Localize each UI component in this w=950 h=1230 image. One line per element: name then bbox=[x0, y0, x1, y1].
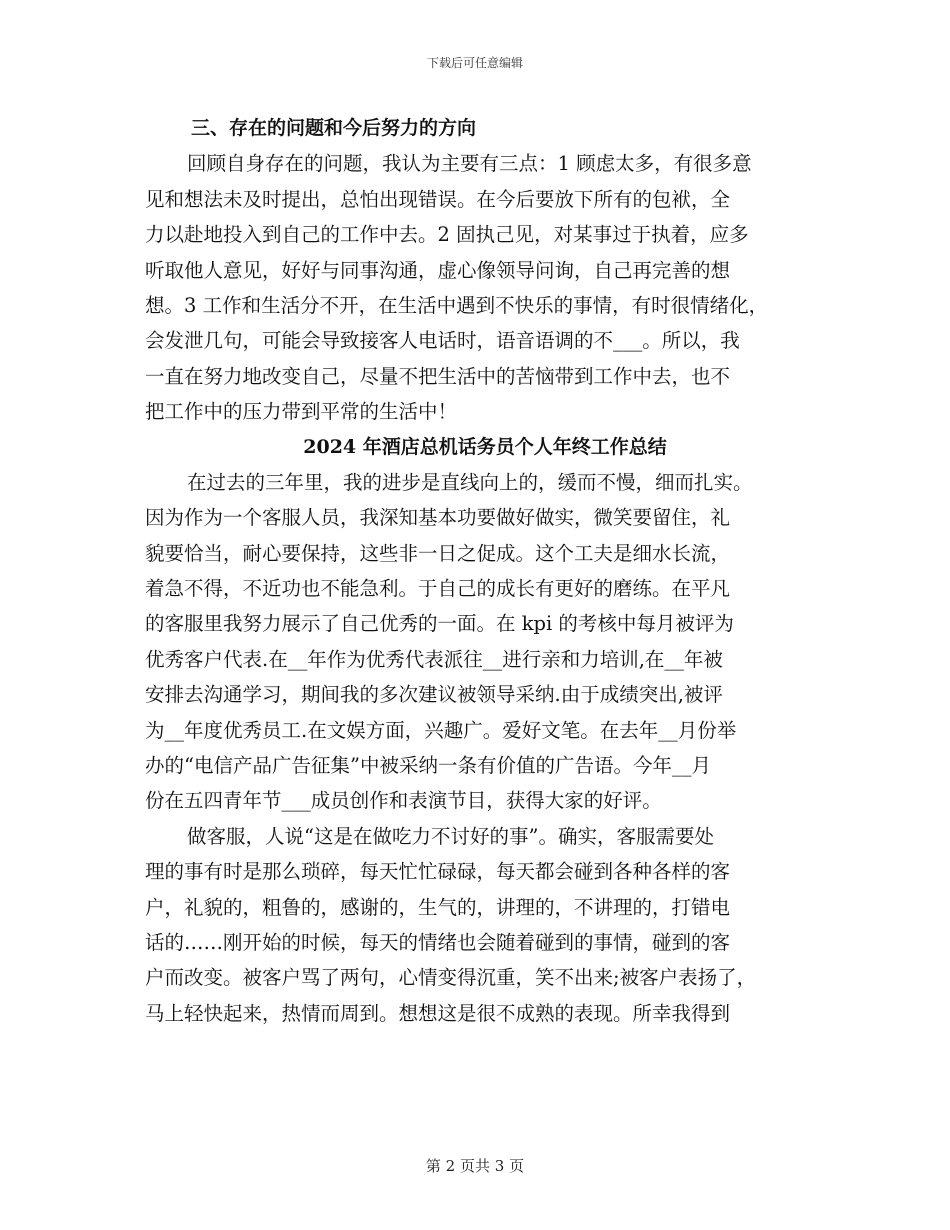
document-body bbox=[145, 111, 825, 1031]
paragraph-line: 在过去的三年里，我的进步是直线向上的，缓而不慢，细而扎实。 bbox=[187, 470, 753, 494]
paragraph-line: 因为作为一个客服人员，我深知基本功要做好做实，微笑要留住，礼 bbox=[145, 506, 731, 530]
paragraph-line: 着急不得，不近功也不能急利。于自己的成长有更好的磨练。在平凡 bbox=[145, 577, 731, 601]
paragraph-line: 的客服里我努力展示了自己优秀的一面。在 kpi 的考核中每月被评为 bbox=[145, 612, 734, 636]
paragraph-line: 办的“电信产品广告征集”中被采纳一条有价值的广告语。今年__月 bbox=[145, 754, 711, 778]
paragraph-line: 户而改变。被客户骂了两句，心情变得沉重，笑不出来;被客户表扬了， bbox=[145, 966, 757, 990]
paragraph-line: 安排去沟通学习，期间我的多次建议被领导采纳.由于成绩突出,被评 bbox=[145, 683, 723, 707]
paragraph-line: 想。3 工作和生活分不开，在生活中遇到不快乐的事情，有时很情绪化， bbox=[145, 293, 769, 317]
paragraph-line: 理的事有时是那么琐碎，每天忙忙碌碌，每天都会碰到各种各样的客 bbox=[145, 860, 731, 884]
page-header: 下载后可任意编辑 bbox=[426, 56, 523, 70]
section-paragraph bbox=[145, 146, 825, 429]
paragraph-line: 把工作中的压力带到平常的生活中！ bbox=[145, 400, 458, 424]
paragraph-line: 回顾自身存在的问题，我认为主要有三点：1 顾虑太多，有很多意 bbox=[187, 152, 752, 176]
paragraph-line: 话的……刚开始的时候，每天的情绪也会随着碰到的事情，碰到的客 bbox=[145, 930, 731, 954]
paragraph-line: 会发泄几句，可能会导致接客人电话时，语音语调的不___。所以，我 bbox=[145, 329, 740, 353]
paragraph-line: 马上轻快起来，热情而周到。想想这是很不成熟的表现。所幸我得到 bbox=[145, 1001, 731, 1025]
paragraph-line: 为__年度优秀员工.在文娱方面，兴趣广。爱好文笔。在去年__月份举 bbox=[145, 718, 737, 742]
paragraph-line: 听取他人意见，好好与同事沟通，虚心像领导问询，自己再完善的想 bbox=[145, 258, 731, 282]
paragraph-2 bbox=[145, 819, 825, 1031]
paragraph-line: 份在五四青年节___成员创作和表演节目，获得大家的好评。 bbox=[145, 789, 662, 813]
paragraph-line: 力以赴地投入到自己的工作中去。2 固执己见，对某事过于执着，应多 bbox=[145, 223, 749, 247]
paragraph-line: 貌要恰当，耐心要保持，这些非一日之促成。这个工夫是细水长流， bbox=[145, 541, 731, 565]
paragraph-line: 见和想法未及时提出，总怕出现错误。在今后要放下所有的包袱，全 bbox=[145, 187, 731, 211]
document-title: 2024 年酒店总机话务员个人年终工作总结 bbox=[303, 435, 667, 458]
section-heading: 三、存在的问题和今后努力的方向 bbox=[191, 117, 477, 139]
paragraph-line: 优秀客户代表.在__年作为优秀代表派往__进行亲和力培训,在__年被 bbox=[145, 647, 723, 671]
paragraph-line: 做客服，人说“这是在做吃力不讨好的事”。确实，客服需要处 bbox=[187, 824, 714, 848]
paragraph-1 bbox=[145, 465, 825, 819]
paragraph-line: 一直在努力地改变自己，尽量不把生活中的苦恼带到工作中去，也不 bbox=[145, 364, 731, 388]
paragraph-line: 户，礼貌的，粗鲁的，感谢的，生气的，讲理的，不讲理的，打错电 bbox=[145, 895, 731, 919]
page-footer: 第 2 页共 3 页 bbox=[425, 1157, 525, 1175]
